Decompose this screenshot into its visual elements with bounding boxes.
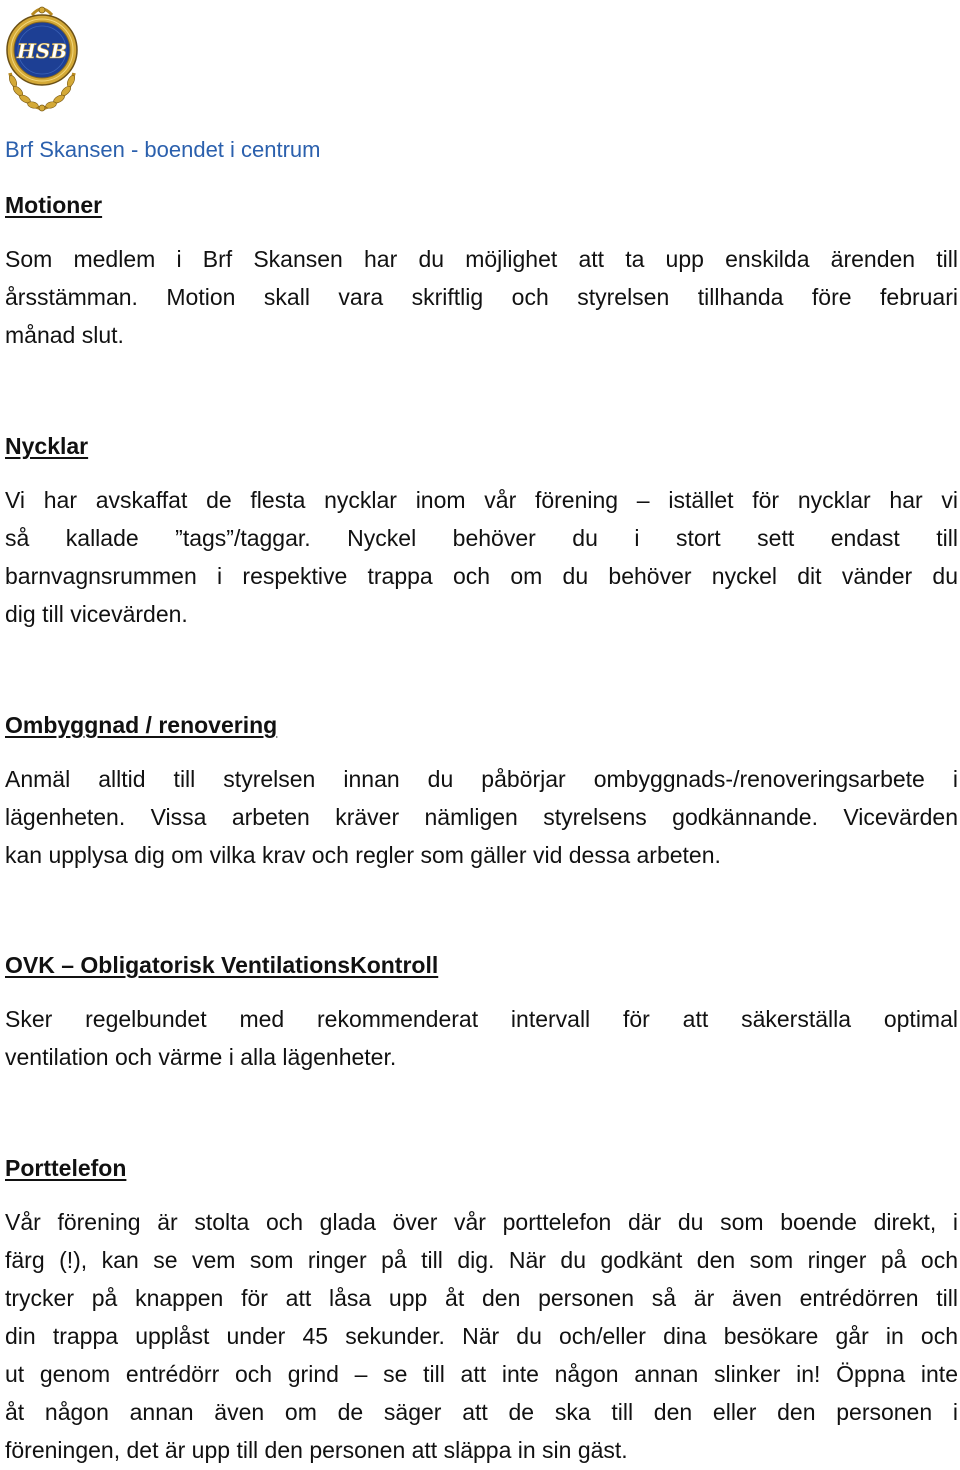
paragraph-line: lägenheten. Vissa arbeten kräver nämligen styrelsens godkännande. Vicevärden	[5, 804, 958, 830]
section-porttelefon	[5, 1149, 958, 1469]
paragraph-line: ventilation och värme i alla lägenheter.	[5, 1044, 397, 1070]
section-paragraph	[5, 1000, 958, 1076]
paragraph-line: färg (!), kan se vem som ringer på till dig. När du godkänt den som ringer på och	[5, 1247, 958, 1273]
paragraph-line: dig till vicevärden.	[5, 601, 188, 627]
section-heading: Motioner	[5, 192, 103, 218]
section-ovk	[5, 946, 958, 1076]
paragraph-line: åt någon annan även om de säger att de ska till den eller den personen i	[5, 1399, 958, 1425]
paragraph-line: din trappa upplåst under 45 sekunder. När du och/eller dina besökare går in och	[5, 1323, 958, 1349]
paragraph-line: trycker på knappen för att låsa upp åt den personen så är även entrédörren till	[5, 1285, 958, 1311]
paragraph-line: barnvagnsrummen i respektive trappa och om du behöver nyckel dit vänder du	[5, 563, 958, 589]
hsb-logo	[4, 3, 80, 113]
paragraph-line: Sker regelbundet med rekommenderat intervall för att säkerställa optimal	[5, 1006, 958, 1032]
paragraph-line: Vår förening är stolta och glada över vår porttelefon där du som boende direkt, i	[5, 1209, 958, 1235]
section-heading: OVK – Obligatorisk VentilationsKontroll	[5, 952, 439, 978]
section-heading: Nycklar	[5, 433, 89, 459]
paragraph-line: kan upplysa dig om vilka krav och regler som gäller vid dessa arbeten.	[5, 842, 721, 868]
section-heading: Porttelefon	[5, 1155, 127, 1181]
paragraph-line: månad slut.	[5, 322, 124, 348]
section-paragraph	[5, 481, 958, 633]
paragraph-line: föreningen, det är upp till den personen att släppa in sin gäst.	[5, 1437, 628, 1463]
section-paragraph	[5, 1203, 958, 1469]
section-paragraph	[5, 240, 958, 354]
paragraph-line: ut genom entrédörr och grind – se till att inte någon annan slinker in! Öppna inte	[5, 1361, 958, 1387]
paragraph-line: årsstämman. Motion skall vara skriftlig och styrelsen tillhanda före februari	[5, 284, 958, 310]
section-heading: Ombyggnad / renovering	[5, 712, 278, 738]
section-motioner	[5, 186, 958, 354]
section-nycklar	[5, 427, 958, 633]
paragraph-line: Anmäl alltid till styrelsen innan du påbörjar ombyggnads-/renoveringsarbete i	[5, 766, 958, 792]
paragraph-line: Som medlem i Brf Skansen har du möjlighet att ta upp enskilda ärenden till	[5, 246, 958, 272]
document-title: Brf Skansen - boendet i centrum	[5, 137, 321, 162]
section-paragraph	[5, 760, 958, 874]
paragraph-line: så kallade ”tags”/taggar. Nyckel behöver du i stort sett endast till	[5, 525, 958, 551]
paragraph-line: Vi har avskaffat de flesta nycklar inom vår förening – istället för nycklar har vi	[5, 487, 958, 513]
logo-lettering: HSB	[16, 39, 68, 63]
section-ombyggnad	[5, 706, 958, 874]
